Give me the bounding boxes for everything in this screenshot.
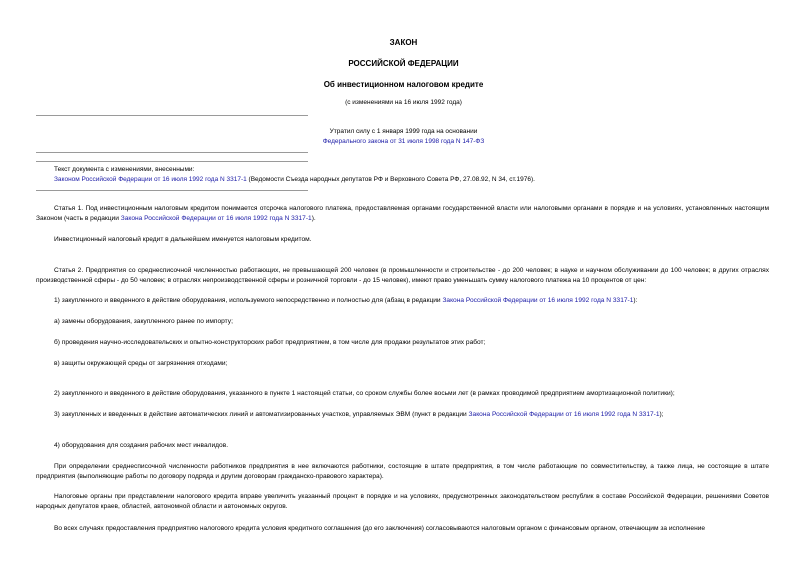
separator-rule bbox=[36, 161, 308, 162]
separator-rule bbox=[36, 115, 308, 116]
list-item-1 bbox=[36, 296, 769, 306]
lost-force-link[interactable]: Федерального закона от 31 июля 1998 года N 147-ФЗ bbox=[322, 138, 485, 145]
paragraph-text: 1) закупленного и введенного в действие оборудования, используемого непосредственно и полностью для (абзац в редакции bbox=[54, 297, 443, 304]
paragraph-text: ). bbox=[311, 214, 316, 222]
list-item-2: 2) закупленного и введенного в действие оборудования, указанного в пункте 1 настоящей статьи, со сроком службы более восьми лет (в рамках проводимой предприятием амортизационной политики); bbox=[54, 390, 675, 397]
amendment-link[interactable]: Закона Российской Федерации от 16 июля 1992 года N 3317-1 bbox=[468, 411, 660, 418]
doc-type-title: ЗАКОН bbox=[389, 38, 418, 47]
list-item-1a: а) замены оборудования, закупленного ранее по импорту; bbox=[54, 318, 233, 325]
paragraph-text: ): bbox=[633, 297, 638, 304]
country-title: РОССИЙСКОЙ ФЕДЕРАЦИИ bbox=[348, 59, 459, 68]
list-item-1c: в) защиты окружающей среды от загрязнения отходами; bbox=[54, 360, 228, 367]
separator-rule bbox=[36, 152, 308, 153]
paragraph-text: ); bbox=[659, 411, 664, 418]
lost-force-note: Утратил силу с 1 января 1999 года на основании bbox=[329, 128, 478, 135]
lost-force-line bbox=[0, 137, 807, 147]
doc-text-intro: Текст документа с изменениями, внесенными: bbox=[54, 166, 195, 173]
list-item-4: 4) оборудования для создания рабочих мест инвалидов. bbox=[54, 442, 229, 449]
paragraph-article-2: Статья 2. Предприятия со среднесписочной численностью работающих, не превышающей 200 человек (в промышленности и строительстве - до 200 человек; в науке и научном обслуживании до 100 человек; в других отраслях производственной сферы - до 50 человек; в отраслях непроизводственной сферы и розничной торговли - до 15 человек), имеют право уменьшать сумму налогового платежа на 10 процентов от цен: bbox=[36, 267, 769, 284]
changes-note: (с изменениями на 16 июля 1992 года) bbox=[345, 99, 462, 106]
paragraph-text: 3) закупленных и введенных в действие автоматических линий и автоматизированных участков, управляемых ЭВМ (пункт в редакции bbox=[54, 411, 469, 418]
paragraph-text: Статья 1. Под инвестиционным налоговым кредитом понимается отсрочка налогового платежа, предоставляемая органами государственной власти или налоговыми органами в порядке и на условиях, установленных настоящим Законом (часть в редакции bbox=[36, 205, 769, 222]
list-item-1b: б) проведения научно-исследовательских и опытно-конструкторских работ предприятием, в том числе для продажи результатов этих работ; bbox=[54, 339, 486, 346]
list-item-3 bbox=[36, 410, 769, 420]
separator-rule bbox=[36, 190, 308, 191]
paragraph-credit-agreement: Во всех случаях предоставления предприятию налогового кредита условия кредитного соглашения (до его заключения) согласовываются налоговым органом с финансовым органом, отвечающим за исполнение bbox=[54, 525, 706, 532]
doc-text-source bbox=[54, 175, 769, 185]
law-title: Об инвестиционном налоговом кредите bbox=[323, 80, 484, 89]
amendment-link[interactable]: Закона Российской Федерации от 16 июля 1992 года N 3317-1 bbox=[442, 297, 634, 304]
amending-law-link[interactable]: Законом Российской Федерации от 16 июля 1992 года N 3317-1 bbox=[54, 176, 247, 183]
doc-text-tail: (Ведомости Съезда народных депутатов РФ и Верховного Совета РФ, 27.08.92, N 34, ст.1976). bbox=[246, 176, 535, 183]
paragraph-headcount: При определении среднесписочной численности работников предприятия в нее включаются работники, состоящие в штате предприятия, в том числе работающие по совместительству, а также лица, не состоящие в штате предприятия (выполняющие работы по договору подряда и другим договорам гражданско-правового характера). bbox=[36, 463, 769, 480]
amendment-link[interactable]: Закона Российской Федерации от 16 июля 1992 года N 3317-1 bbox=[120, 214, 312, 222]
paragraph-tax-authorities: Налоговые органы при представлении налогового кредита вправе увеличить указанный процент в порядке и на условиях, предусмотренных законодательством республик в составе Российской Федерации, решениями Советов народных депутатов краев, областей, автономной области и автономных округов. bbox=[36, 493, 769, 510]
paragraph-article-1 bbox=[36, 204, 769, 223]
paragraph-definition: Инвестиционный налоговый кредит в дальнейшем именуется налоговым кредитом. bbox=[54, 236, 312, 243]
